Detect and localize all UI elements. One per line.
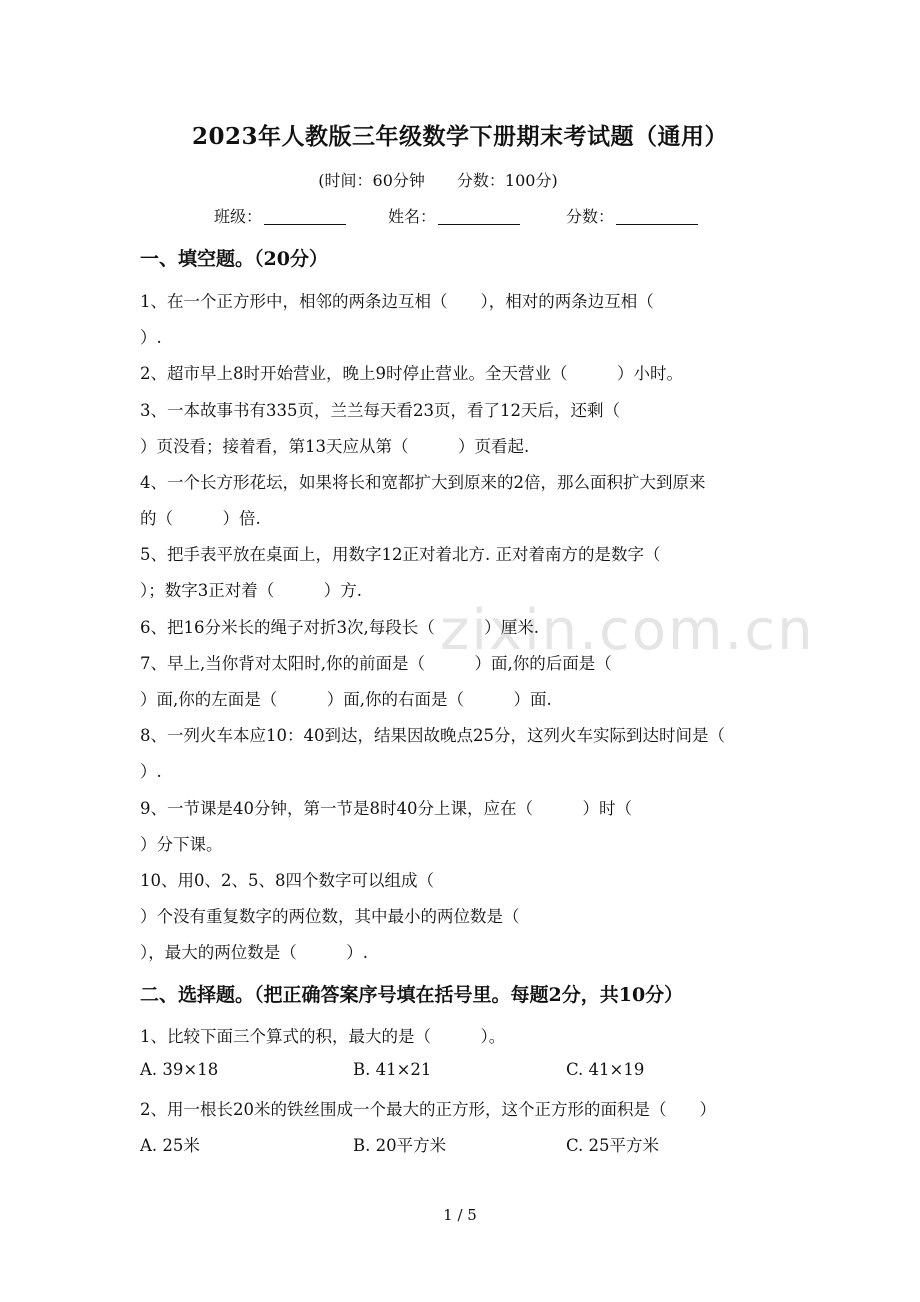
- choice-question-2: 2、用一根长20米的铁丝围成一个最大的正方形，这个正方形的面积是（ ）: [140, 1100, 716, 1119]
- question-line: ）；数字3正对着（ ）方.: [140, 581, 362, 600]
- section-heading-multiple-choice: 二、选择题。（把正确答案序号填在括号里。每题2分，共10分）: [140, 984, 684, 1006]
- question-line: 8、一列火车本应10：40到达，结果因故晚点25分，这列火车实际到达时间是（: [140, 726, 725, 745]
- question-line: 9、一节课是40分钟，第一节是8时40分上课，应在（ ）时（: [140, 799, 632, 818]
- question-line: 10、用0、2、5、8四个数字可以组成（: [140, 871, 434, 890]
- watermark: zixin.com.cn: [440, 598, 815, 663]
- choice-option-b: B. 20平方米: [353, 1136, 447, 1155]
- score-label: 分数：: [566, 207, 615, 226]
- score-blank: [616, 206, 698, 225]
- question-line: ）.: [140, 762, 162, 781]
- question-line: 的（ ）倍.: [140, 509, 261, 528]
- choice-option-c: C. 41×19: [566, 1060, 645, 1079]
- question-line: ），最大的两位数是（ ）.: [140, 943, 368, 962]
- question-line: ）分下课。: [140, 835, 223, 854]
- choice-question-1: 1、比较下面三个算式的积，最大的是（ ）。: [140, 1027, 506, 1046]
- question-line: 5、把手表平放在桌面上，用数字12正对着北方. 正对着南方的是数字（: [140, 545, 661, 564]
- question-line: ）页没看；接着看，第13天应从第（ ）页看起.: [140, 437, 530, 456]
- class-field: [214, 204, 346, 227]
- choice-option-c: C. 25平方米: [566, 1136, 660, 1155]
- question-line: ）个没有重复数字的两位数，其中最小的两位数是（: [140, 907, 520, 926]
- page-title: 2023年人教版三年级数学下册期末考试题（通用）: [191, 123, 728, 150]
- name-blank: [438, 206, 520, 225]
- choice-option-b: B. 41×21: [353, 1060, 432, 1079]
- page-number: 1 / 5: [443, 1206, 477, 1224]
- question-line: 7、早上,当你背对太阳时,你的前面是（ ）面,你的后面是（: [140, 654, 612, 673]
- question-line: ）.: [140, 328, 162, 347]
- name-field: [388, 204, 520, 227]
- question-line: 6、把16分米长的绳子对折3次,每段长（ ）厘米.: [140, 618, 539, 637]
- section-heading-fill-blank: 一、填空题。（20分）: [140, 248, 328, 270]
- choice-option-a: A. 39×18: [140, 1060, 219, 1079]
- score-field: [566, 204, 698, 227]
- exam-subtitle: (时间：60分钟 分数：100分): [318, 171, 558, 190]
- class-label: 班级：: [214, 207, 263, 226]
- choice-option-a: A. 25米: [140, 1136, 200, 1155]
- question-line: 4、一个长方形花坛，如果将长和宽都扩大到原来的2倍，那么面积扩大到原来: [140, 473, 706, 492]
- question-line: 1、在一个正方形中，相邻的两条边互相（ ），相对的两条边互相（: [140, 292, 654, 311]
- name-label: 姓名：: [388, 207, 437, 226]
- class-blank: [264, 206, 346, 225]
- question-line: 3、一本故事书有335页，兰兰每天看23页，看了12天后，还剩（: [140, 401, 620, 420]
- question-line: 2、超市早上8时开始营业，晚上9时停止营业。全天营业（ ）小时。: [140, 364, 683, 383]
- question-line: ）面,你的左面是（ ）面,你的右面是（ ）面.: [140, 690, 552, 709]
